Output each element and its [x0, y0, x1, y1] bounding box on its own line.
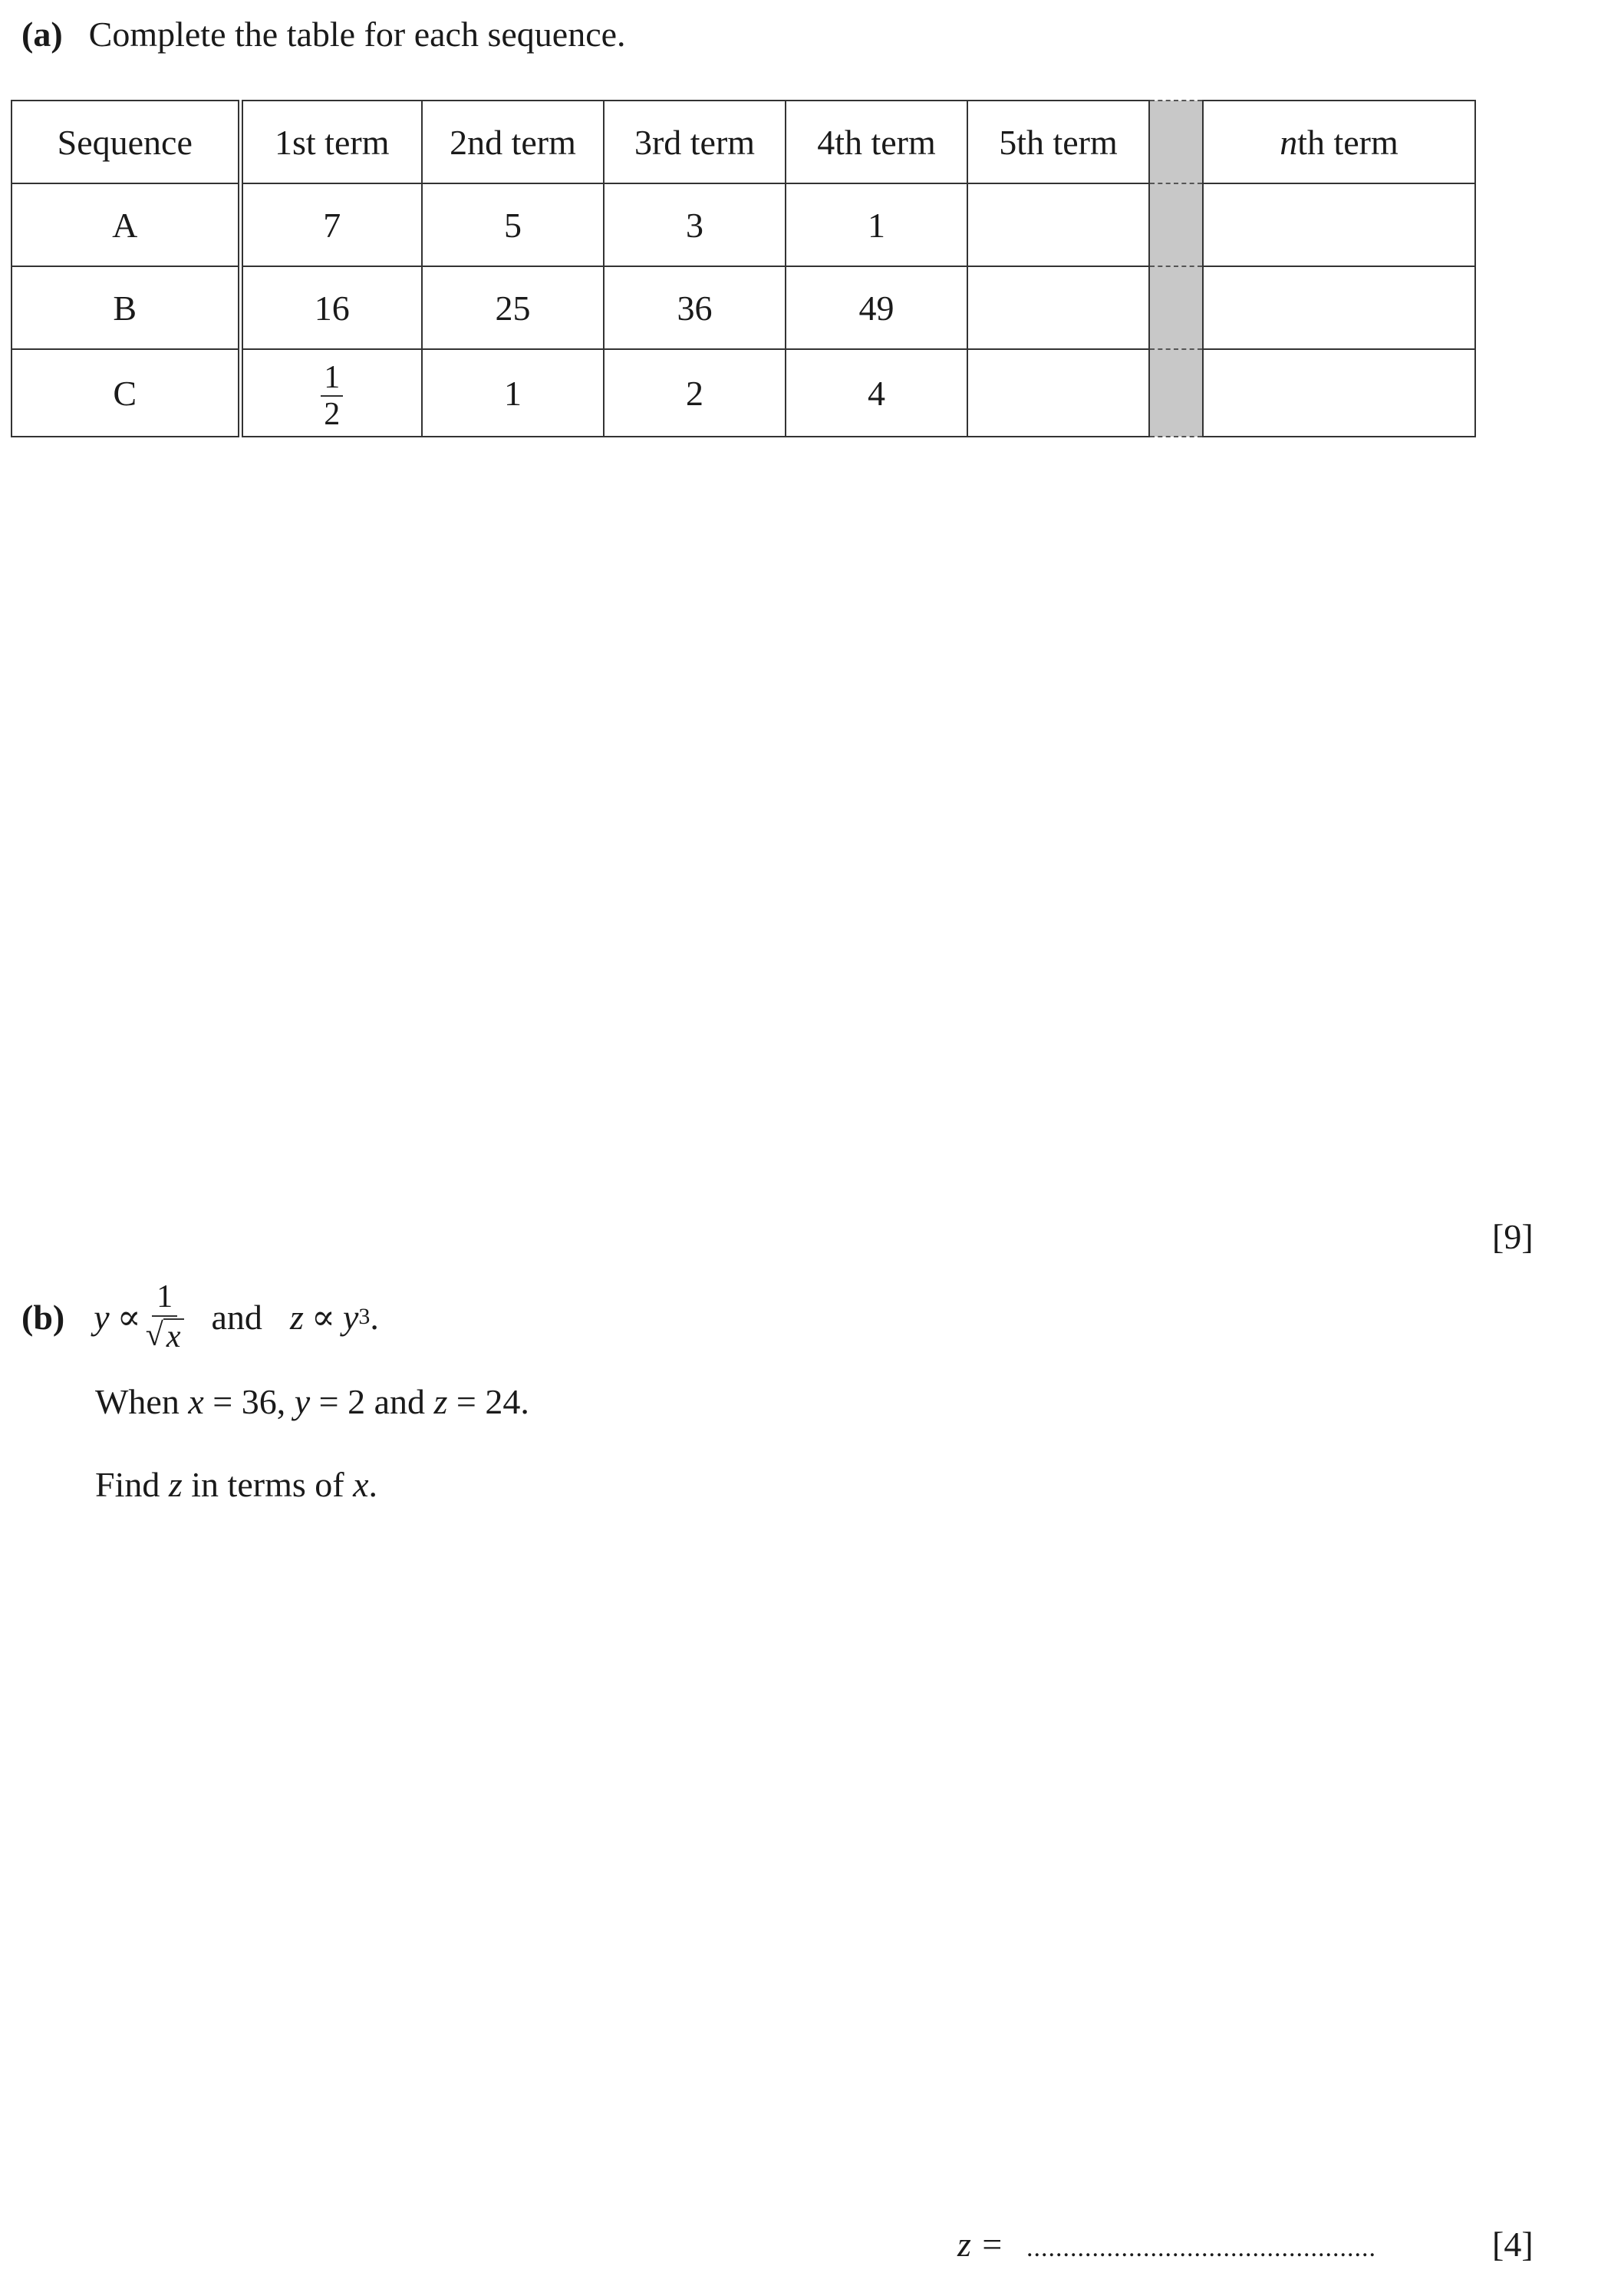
- row-b-term-4: 49: [786, 266, 967, 349]
- var-y: y: [94, 1297, 110, 1337]
- shaded-gap-cell: [1149, 349, 1203, 437]
- row-a-name: A: [12, 183, 240, 266]
- header-term-2: 2nd term: [422, 101, 604, 183]
- var-x: x: [353, 1465, 369, 1504]
- part-b-statement: [21, 1280, 379, 1354]
- table-row: [12, 349, 1475, 437]
- fraction-numerator: 1: [321, 361, 343, 397]
- z-value-text: = 24.: [447, 1382, 529, 1421]
- header-sequence: Sequence: [12, 101, 240, 183]
- part-a-heading: [21, 14, 626, 54]
- exponent: 3: [358, 1304, 371, 1330]
- row-a-term-1: 7: [240, 183, 422, 266]
- answer-label: z =: [957, 2225, 1004, 2264]
- row-a-term-5-answer[interactable]: [967, 183, 1149, 266]
- find-line: [95, 1464, 377, 1505]
- row-c-term-2: 1: [422, 349, 604, 437]
- period: .: [368, 1465, 377, 1504]
- row-b-name: B: [12, 266, 240, 349]
- row-a-term-3: 3: [604, 183, 786, 266]
- header-term-1: 1st term: [240, 101, 422, 183]
- row-b-term-1: 16: [240, 266, 422, 349]
- proportion-z-y: [290, 1296, 379, 1338]
- find-text: Find: [95, 1465, 169, 1504]
- y-value-text: = 2 and: [310, 1382, 434, 1421]
- part-a-marks: [9]: [1492, 1217, 1534, 1256]
- header-nth-term: [1203, 101, 1475, 183]
- header-term-4: 4th term: [786, 101, 967, 183]
- and-text: and: [211, 1297, 262, 1337]
- row-c-term-1: [240, 349, 422, 437]
- var-y: y: [342, 1297, 359, 1337]
- shaded-gap-cell: [1149, 266, 1203, 349]
- part-b-marks: [4]: [1492, 2225, 1534, 2264]
- row-a-term-4: 1: [786, 183, 967, 266]
- row-c-nth-answer[interactable]: [1203, 349, 1475, 437]
- header-nth-n: n: [1280, 122, 1298, 162]
- one-over-root-x: [146, 1280, 184, 1354]
- row-b-term-3: 36: [604, 266, 786, 349]
- row-c-name: C: [12, 349, 240, 437]
- fraction-denominator: 2: [324, 397, 341, 432]
- row-c-term-4: 4: [786, 349, 967, 437]
- table-row: [12, 266, 1475, 349]
- when-line: [95, 1381, 529, 1422]
- answer-dots[interactable]: ................................................: [1026, 2234, 1376, 2262]
- var-z: z: [168, 1465, 183, 1504]
- proportion-y-x: [94, 1280, 188, 1354]
- proportional-symbol: ∝: [311, 1298, 335, 1338]
- answer-line: [957, 2224, 1376, 2265]
- square-root: [146, 1318, 184, 1354]
- var-x: x: [188, 1382, 204, 1421]
- when-text: When: [95, 1382, 189, 1421]
- shaded-gap-cell: [1149, 101, 1203, 183]
- fraction-one-half: [321, 361, 343, 430]
- row-a-nth-answer[interactable]: [1203, 183, 1475, 266]
- header-term-5: 5th term: [967, 101, 1149, 183]
- var-z: z: [433, 1382, 448, 1421]
- table-row: [12, 183, 1475, 266]
- proportional-symbol: ∝: [117, 1298, 141, 1338]
- header-term-3: 3rd term: [604, 101, 786, 183]
- row-b-nth-answer[interactable]: [1203, 266, 1475, 349]
- shaded-gap-cell: [1149, 183, 1203, 266]
- row-c-term-3: 2: [604, 349, 786, 437]
- x-value-text: = 36,: [203, 1382, 295, 1421]
- row-c-term-5-answer[interactable]: [967, 349, 1149, 437]
- sequence-table: [11, 100, 1476, 437]
- part-b-label: (b): [21, 1297, 65, 1337]
- fraction-numerator: 1: [152, 1280, 177, 1317]
- period: .: [370, 1297, 379, 1337]
- table-header-row: [12, 101, 1475, 183]
- part-a-instruction: Complete the table for each sequence.: [88, 15, 626, 54]
- radical-sign: √: [145, 1318, 163, 1354]
- row-b-term-5-answer[interactable]: [967, 266, 1149, 349]
- in-terms-text: in terms of: [182, 1465, 354, 1504]
- row-b-term-2: 25: [422, 266, 604, 349]
- header-nth-rest: th term: [1297, 122, 1399, 162]
- var-z: z: [289, 1297, 304, 1337]
- var-y: y: [294, 1382, 311, 1421]
- fraction-denominator: [146, 1317, 184, 1354]
- row-a-term-2: 5: [422, 183, 604, 266]
- var-x: x: [163, 1318, 184, 1354]
- part-a-label: (a): [21, 15, 63, 54]
